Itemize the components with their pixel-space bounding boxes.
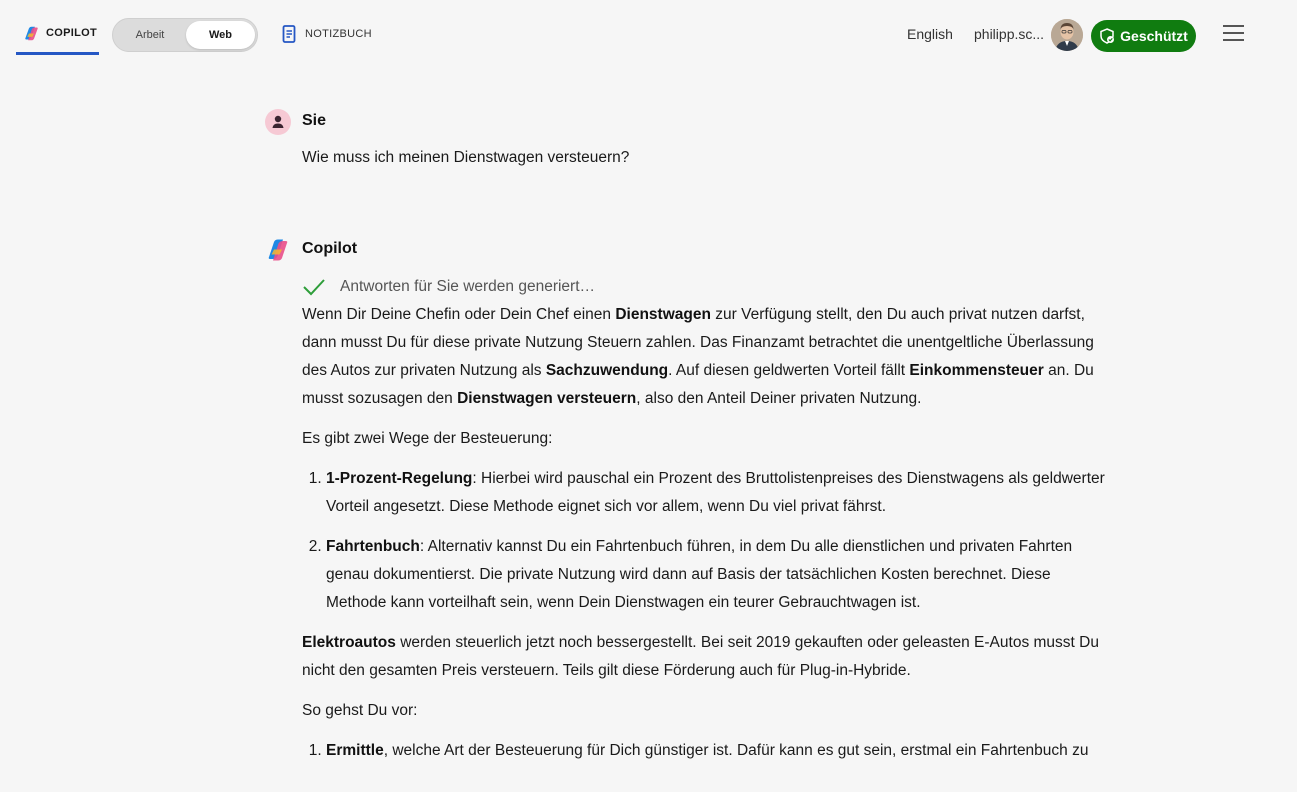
text: zur Verfügung stellt, den Du auch privat nutzen darfst, dann musst Du für diese private Nutzung Steuern zahlen. Das Finanzamt betrachtet die unentgeltliche Überlassung des Autos zur privaten Nutzung als xyxy=(302,306,1094,379)
protected-label: Geschützt xyxy=(1120,28,1188,44)
text: , also den Anteil Deiner privaten Nutzung. xyxy=(636,390,922,407)
list-item xyxy=(326,533,1112,617)
answer-paragraph-1 xyxy=(302,301,1112,413)
user-message: Wie muss ich meinen Dienstwagen versteuern? xyxy=(302,149,630,166)
text: werden steuerlich jetzt noch bessergestellt. Bei seit 2019 gekauften oder geleasten E-Autos musst Du nicht den gesamten Preis versteuern. Teils gilt diese Förderung auch für Plug-in-Hybride. xyxy=(302,634,1099,679)
bold-text: Elektroautos xyxy=(302,634,396,651)
generation-status xyxy=(302,277,595,297)
toggle-arbeit[interactable]: Arbeit xyxy=(135,29,165,41)
toggle-web[interactable]: Web xyxy=(186,21,255,49)
answer-paragraph-2: Es gibt zwei Wege der Besteuerung: xyxy=(302,430,553,447)
tab-copilot[interactable] xyxy=(16,18,99,55)
copilot-answer xyxy=(302,301,1112,777)
bold-text: Sachzuwendung xyxy=(545,362,669,379)
notebook-icon xyxy=(282,25,296,43)
copilot-name-label: Copilot xyxy=(302,240,358,257)
taxation-methods-list xyxy=(302,465,1112,617)
mode-toggle xyxy=(112,18,258,52)
bold-text: Ermittle xyxy=(326,742,384,759)
top-bar xyxy=(0,0,1297,70)
tab-copilot-label: COPILOT xyxy=(46,27,97,39)
text: : Hierbei wird pauschal ein Prozent des Bruttolistenpreises des Dienstwagens als geldwerter Vorteil angesetzt. Diese Methode eignet sich vor allem, wenn Du viel privat fährst. xyxy=(326,470,1105,515)
bold-text: Dienstwagen xyxy=(615,306,711,323)
bold-text: Fahrtenbuch xyxy=(326,538,420,555)
answer-paragraph-4: So gehst Du vor: xyxy=(302,702,418,719)
hamburger-menu-icon[interactable] xyxy=(1222,25,1246,45)
answer-paragraph-3 xyxy=(302,629,1112,685)
tab-notebook[interactable] xyxy=(282,24,372,44)
bold-text: Dienstwagen versteuern xyxy=(457,390,637,407)
text: Wenn Dir Deine Chefin oder Dein Chef einen xyxy=(302,306,616,323)
text: . Auf diesen geldwerten Vorteil fällt xyxy=(668,362,910,379)
language-switch[interactable]: English xyxy=(907,26,953,42)
list-item xyxy=(326,465,1112,521)
user-name-label: Sie xyxy=(302,112,327,129)
copilot-logo-icon xyxy=(265,237,291,263)
text: , welche Art der Besteuerung für Dich günstiger ist. Dafür kann es gut sein, erstmal ein Fahrtenbuch zu xyxy=(383,742,1089,759)
checkmark-icon xyxy=(302,277,326,297)
text: : Alternativ kannst Du ein Fahrtenbuch führen, in dem Du alle dienstlichen und privaten Fahrten genau dokumentierst. Die private Nutzung wird dann auf Basis der tatsächlichen Kosten berechnet. Diese Methode kann vorteilhaft sein, wenn Dein Dienstwagen ein teurer Gebrauchtwagen ist. xyxy=(326,538,1073,611)
copilot-logo-icon xyxy=(23,25,40,42)
avatar-photo xyxy=(1051,19,1083,51)
list-item xyxy=(326,737,1112,765)
status-text: Antworten für Sie werden generiert… xyxy=(340,278,596,295)
steps-list xyxy=(302,737,1112,765)
bold-text: 1-Prozent-Regelung xyxy=(326,470,473,487)
user-name[interactable]: philipp.sc... xyxy=(974,26,1045,42)
protected-badge-button[interactable] xyxy=(1091,20,1196,52)
bold-text: Einkommensteuer xyxy=(909,362,1044,379)
user-icon xyxy=(265,109,291,135)
avatar[interactable] xyxy=(1051,19,1083,51)
text: an. Du musst sozusagen den xyxy=(302,362,1094,407)
tab-notebook-label: NOTIZBUCH xyxy=(305,28,372,40)
shield-check-icon xyxy=(1099,28,1115,44)
